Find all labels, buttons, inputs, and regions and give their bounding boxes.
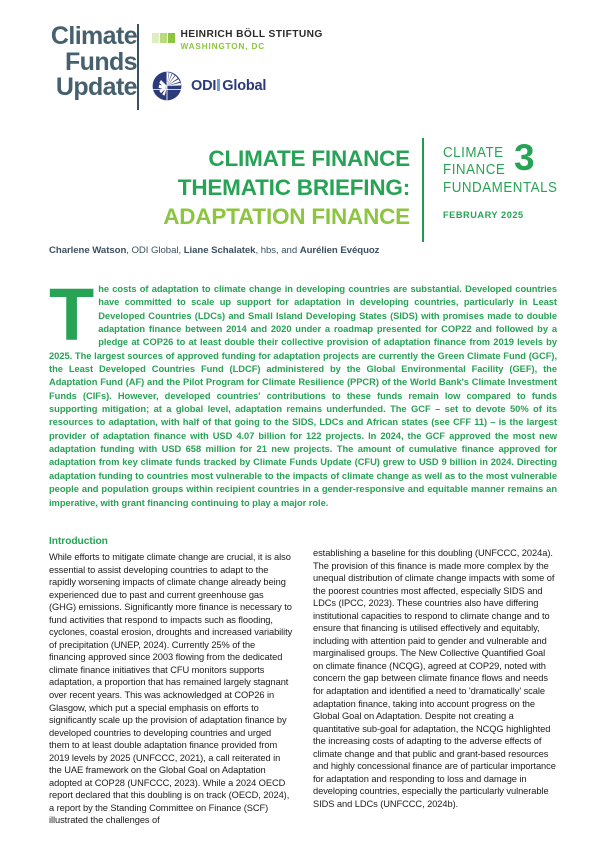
odi-bar-icon [217,79,220,91]
section-heading-introduction: Introduction [49,536,108,547]
drop-cap: T [49,273,94,356]
author-affiliation-1: , ODI Global, [126,245,184,256]
publication-date: FEBRUARY 2025 [443,209,524,220]
series-word-1: CLIMATE [443,144,504,161]
odi-global-logo [152,71,323,101]
title-line-1: CLIMATE FINANCE [208,146,410,171]
author-name-1: Charlene Watson [49,245,127,256]
title-line-3: ADAPTATION FINANCE [163,204,410,230]
cfu-logo-line-2: Funds [65,47,137,76]
author-byline [49,245,379,257]
partner-logos [152,30,323,101]
author-affiliation-2: , hbs, and [255,245,300,256]
series-block [443,137,603,220]
series-word-3: FUNDAMENTALS [443,178,558,196]
lead-paragraph [49,273,557,510]
masthead [0,0,606,130]
heinrich-boll-stiftung-logo [152,30,323,51]
title-block [0,138,606,242]
lead-text: he costs of adaptation to climate change in developing countries are substantial. Developed countries have committed to scale up support for adaptation in developing countries, particularly in Least Developed Countries (LDCs) and Small Island Developing States (SIDS) with promises made to double adaptation finance between 2014 and 2020 under a roadmap presented for COP22 and followed by a pledge at COP26 to at least double their collective provision of adaptation finance from 2019 levels by 2025. The largest sources of approved funding for adaptation projects are currently the Green Climate Fund (GCF), the Least Developed Countries Fund (LDCF) administered by the Global Environmental Facility (GEF), the Adaptation Fund (AF) and the Pilot Program for Climate Resilience (PPCR) of the World Bank's Climate Investment Funds (CIFs). However, developed countries' contributions to these funds remain low compared to funds supporting mitigation; at a global level, adaptation remains underfunded. The GCF – set to devote 50% of its resources to adaptation, with half of that going to the SIDS, LDCs and African states (see CFF 11) – is the largest provider of adaptation finance with USD 4.07 billion for 122 projects. In 2024, the GCF approved the most new adaptation funding with USD 658 million for 21 new projects. The amount of cumulative finance approved for adaptation from key climate funds tracked by Climate Funds Update (CFU) grew to USD 9 billion in 2024. Directing adaptation funding to countries most vulnerable to the impacts of climate change as well as to the most vulnerable people and population groups within recipient countries in a gender-responsive and equitable manner remains an imperative, with grant financing continuing to play a major role. [49,284,557,508]
odi-word: Global [222,78,267,95]
hbs-name: HEINRICH BÖLL STIFTUNG [180,29,323,40]
cfu-logo-line-1: Climate [50,22,137,50]
hbs-squares-icon [152,33,175,43]
author-name-2: Liane Schalatek [183,245,256,256]
odi-wordmark [191,78,266,94]
title-divider [422,138,424,242]
masthead-divider [137,24,139,110]
title-line-2: THEMATIC BRIEFING: [177,175,410,201]
cfu-logo-line-3: Update [55,73,137,101]
page-title [40,144,410,231]
climate-funds-update-logo [22,24,137,101]
author-name-3: Aurélien Evéquoz [299,245,380,256]
series-name [443,144,558,196]
introduction-column-right: establishing a baseline for this doubling (UNFCCC, 2024a). The provision of this finance is made more complex by the unequal distribution of climate change impacts with some of the poorest countries most affected, especially SIDS and LDCs (IPCC, 2023). These countries also have differing institutional capacities to respond to climate change and to ensure that financing is utilised effectively and equitably, including with attention paid to gender and vulnerable and marginalised groups. The New Collective Quantified Goal on climate finance (NCQG), agreed at COP29, noted with concern the gap between climate finance flows and needs for adaptation and identified a need to 'dramatically' scale adaptation finance, taking into account progress on the Global Goal on Adaptation. Despite not creating a quantitative sub-goal for adaptation, the NCQG highlighted the increasing costs of adapting to the adverse effects of climate change and that public and grant-based resources and highly concessional finance are of particular importance for adaptation and responding to loss and damage in developing countries, especially the particularly vulnerable SIDS and LDCs (UNFCCC, 2024b). [313,548,556,809]
series-number: 3 [514,137,535,178]
hbs-city: WASHINGTON, DC [180,42,266,52]
odi-circle-icon [152,71,182,101]
series-word-2: FINANCE [443,161,506,179]
odi-abbrev: ODI [191,78,217,95]
introduction-column-left: While efforts to mitigate climate change are crucial, it is also essential to assist developing countries to adapt to the rapidly worsening impacts of climate change already being experienced due to past and current greenhouse gas (GHG) emissions. Significantly more finance is necessary to fund activities that respond to impacts such as flooding, cyclones, coastal erosion, droughts and increased variability of precipitation (UNEP, 2024). Currently 25% of the financing approved since 2003 flowing from the dedicated climate finance initiatives that CFU monitors supports adaptation, a proportion that has remained largely stagnant over recent years. This was acknowledged at COP26 in Glasgow, which put a special emphasis on efforts to significantly scale up the provision of adaptation finance by developed countries to developing countries and urged them to at least double adaptation finance provided from 2019 levels by 2025 (UNFCCC, 2021), a call reiterated in the UAE framework on the Global Goal on Adaptation adopted at COP28 (UNFCCC, 2023). While a 2024 OECD report declared that this doubling is on track (OECD, 2024), a report by the Standing Committee on Finance (SCF) illustrated the challenges of [49,552,293,826]
